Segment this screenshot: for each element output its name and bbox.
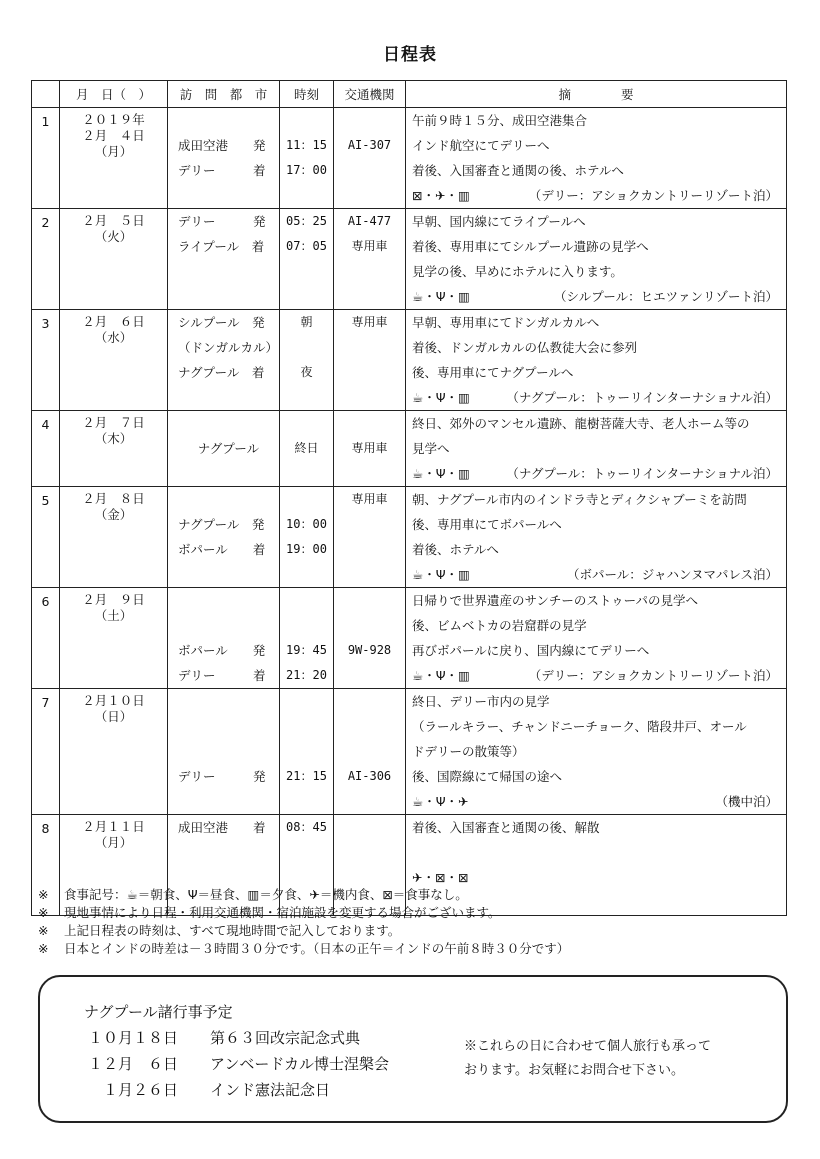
row-time bbox=[280, 209, 334, 310]
event-name: アンベードカル博士涅槃会 bbox=[210, 1055, 389, 1073]
cell-line bbox=[280, 714, 333, 739]
cell-line bbox=[280, 411, 333, 436]
cell-line bbox=[168, 840, 279, 865]
cell-line: AI-307 bbox=[347, 138, 392, 152]
date-line: ２月 ６日 bbox=[82, 314, 145, 329]
header-time: 時刻 bbox=[280, 81, 334, 108]
cell-line bbox=[280, 840, 333, 865]
cell-line: （ドンガルカル） bbox=[178, 340, 279, 355]
row-date bbox=[60, 209, 168, 310]
cell-line bbox=[168, 562, 279, 587]
cell-line bbox=[280, 183, 333, 208]
date-line: ２月 ５日 bbox=[82, 213, 145, 228]
meal-line bbox=[406, 461, 786, 486]
row-city bbox=[168, 689, 280, 815]
row-date bbox=[60, 108, 168, 209]
row-number: 1 bbox=[32, 108, 60, 209]
cell-line: 朝 bbox=[300, 315, 313, 329]
hotel: （ナグプール：トゥーリインターナショナル泊） bbox=[506, 466, 778, 481]
meal-icons: ⊠・✈・▥ bbox=[412, 188, 470, 203]
cell-line: 11：15 bbox=[286, 138, 327, 152]
cell-line: 成田空港 発 bbox=[178, 138, 266, 153]
cell-line bbox=[334, 562, 405, 587]
note-text: 上記日程表の時刻は、すべて現地時間で記入しております。 bbox=[64, 923, 401, 938]
cell-line bbox=[334, 789, 405, 814]
date-line: （月） bbox=[94, 835, 133, 850]
event-item bbox=[88, 1053, 389, 1074]
cell-line: 後、ビムベトカの岩窟群の見学 bbox=[412, 618, 587, 633]
cell-line: AI-477 bbox=[347, 214, 392, 228]
meal-icons: ✈・⊠・⊠ bbox=[412, 870, 469, 885]
event-name: インド憲法記念日 bbox=[210, 1081, 331, 1099]
cell-line bbox=[168, 411, 279, 436]
cell-line: 08：45 bbox=[286, 820, 327, 834]
cell-line bbox=[280, 335, 333, 360]
cell-line bbox=[280, 385, 333, 410]
date-line: ２月 ７日 bbox=[82, 415, 145, 430]
table-row bbox=[32, 108, 787, 209]
cell-line bbox=[168, 487, 279, 512]
cell-line: 見学の後、早めにホテルに入ります。 bbox=[412, 264, 623, 279]
cell-line bbox=[280, 461, 333, 486]
cell-line: 21：15 bbox=[286, 769, 327, 783]
row-summary bbox=[406, 411, 787, 487]
note-line bbox=[38, 922, 798, 940]
cell-line: シルプール 発 bbox=[178, 315, 265, 330]
cell-line bbox=[280, 689, 333, 714]
date-line: ２０１９年 bbox=[82, 112, 145, 127]
row-date bbox=[60, 411, 168, 487]
hotel: （シルプール：ヒエツァンリゾート泊） bbox=[554, 289, 778, 304]
row-number: 7 bbox=[32, 689, 60, 815]
cell-line: 19：00 bbox=[286, 542, 327, 556]
cell-line: 19：45 bbox=[286, 643, 327, 657]
cell-line: AI-306 bbox=[347, 769, 392, 783]
cell-line bbox=[280, 613, 333, 638]
cell-line bbox=[280, 739, 333, 764]
row-city bbox=[168, 209, 280, 310]
date-line: （月） bbox=[94, 144, 133, 159]
cell-line bbox=[168, 461, 279, 486]
row-transport bbox=[334, 108, 406, 209]
cell-line bbox=[334, 588, 405, 613]
cell-line: 成田空港 着 bbox=[178, 820, 266, 835]
table-row bbox=[32, 487, 787, 588]
meal-line bbox=[406, 789, 786, 814]
cell-line bbox=[334, 840, 405, 865]
note-text: 日本とインドの時差は－３時間３０分です。（日本の正午＝インドの午前８時３０分です） bbox=[64, 941, 570, 956]
cell-line: ドデリーの散策等） bbox=[412, 744, 525, 759]
cell-line: 後、専用車にてナグプールへ bbox=[412, 365, 574, 380]
date-line: ２月 ４日 bbox=[82, 128, 145, 143]
row-time bbox=[280, 689, 334, 815]
row-number: 8 bbox=[32, 815, 60, 916]
date-line: ２月 ８日 bbox=[82, 491, 145, 506]
hotel: （デリー：アショクカントリーリゾート泊） bbox=[528, 188, 778, 203]
cell-line bbox=[334, 284, 405, 309]
date-line: （火） bbox=[94, 229, 133, 244]
cell-line bbox=[334, 259, 405, 284]
table-row bbox=[32, 209, 787, 310]
cell-line: デリー 着 bbox=[178, 668, 266, 683]
cell-line: ナグプール 着 bbox=[178, 365, 265, 380]
cell-line: 10：00 bbox=[286, 517, 327, 531]
cell-line bbox=[168, 385, 279, 410]
cell-line: 05：25 bbox=[286, 214, 327, 228]
cell-line bbox=[334, 714, 405, 739]
date-line: ２月１１日 bbox=[82, 819, 145, 834]
cell-line: 午前９時１５分、成田空港集合 bbox=[412, 113, 588, 128]
row-transport bbox=[334, 310, 406, 411]
meal-line bbox=[406, 183, 786, 208]
cell-line: ライプール 着 bbox=[178, 239, 265, 254]
row-number: 3 bbox=[32, 310, 60, 411]
cell-line: 再びボパールに戻り、国内線にてデリーへ bbox=[412, 643, 650, 658]
cell-line bbox=[334, 411, 405, 436]
cell-line: 専用車 bbox=[351, 315, 388, 329]
cell-line: 終日、デリー市内の見学 bbox=[412, 694, 550, 709]
cell-line: ボパール 発 bbox=[178, 643, 266, 658]
event-item bbox=[88, 1027, 360, 1048]
cell-line bbox=[280, 588, 333, 613]
row-city bbox=[168, 108, 280, 209]
cell-line bbox=[334, 335, 405, 360]
date-line: （土） bbox=[94, 608, 133, 623]
hotel: （ボパール：ジャハンヌマパレス泊） bbox=[566, 567, 778, 582]
row-transport bbox=[334, 209, 406, 310]
row-number: 6 bbox=[32, 588, 60, 689]
cell-line bbox=[168, 588, 279, 613]
header-summary: 摘 要 bbox=[406, 81, 787, 108]
cell-line: 着後、入国審査と通関の後、解散 bbox=[412, 820, 600, 835]
row-transport bbox=[334, 411, 406, 487]
note-mark: ※ bbox=[38, 941, 49, 956]
row-summary bbox=[406, 689, 787, 815]
table-row bbox=[32, 689, 787, 815]
cell-line bbox=[334, 158, 405, 183]
meal-icons: ☕・Ψ・✈ bbox=[412, 794, 469, 809]
row-summary bbox=[406, 209, 787, 310]
row-summary bbox=[406, 108, 787, 209]
cell-line: デリー 発 bbox=[178, 214, 266, 229]
date-line: （水） bbox=[94, 330, 133, 345]
note-mark: ※ bbox=[38, 905, 49, 920]
cell-line bbox=[406, 840, 786, 865]
note-line bbox=[38, 940, 798, 958]
cell-line bbox=[334, 537, 405, 562]
meal-icons: ☕・Ψ・▥ bbox=[412, 289, 470, 304]
meal-icons: ☕・Ψ・▥ bbox=[412, 466, 470, 481]
events-box bbox=[38, 975, 788, 1123]
note-text: 食事記号：☕＝朝食、Ψ＝昼食、▥＝夕食、✈＝機内食、⊠＝食事なし。 bbox=[64, 887, 468, 902]
cell-line: 専用車 bbox=[351, 239, 388, 253]
table-row bbox=[32, 411, 787, 487]
cell-line bbox=[334, 613, 405, 638]
remark-line: おります。お気軽にお問合せ下さい。 bbox=[464, 1063, 684, 1078]
cell-line bbox=[168, 714, 279, 739]
date-line: ２月 ９日 bbox=[82, 592, 145, 607]
cell-line: 早朝、国内線にてライプールへ bbox=[412, 214, 586, 229]
header-city: 訪 問 都 市 bbox=[168, 81, 280, 108]
cell-line: 終日、郊外のマンセル遺跡、龍樹菩薩大寺、老人ホーム等の bbox=[412, 416, 750, 431]
row-city bbox=[168, 588, 280, 689]
row-summary bbox=[406, 487, 787, 588]
row-number: 5 bbox=[32, 487, 60, 588]
row-time bbox=[280, 108, 334, 209]
remark-line: ※これらの日に合わせて個人旅行も承って bbox=[464, 1039, 712, 1054]
cell-line: 9W-928 bbox=[347, 643, 392, 657]
cell-line: 専用車 bbox=[351, 492, 388, 506]
row-time bbox=[280, 588, 334, 689]
hotel: （デリー：アショクカントリーリゾート泊） bbox=[528, 668, 778, 683]
row-transport bbox=[334, 487, 406, 588]
cell-line bbox=[168, 739, 279, 764]
page-title: 日程表 bbox=[383, 45, 437, 65]
meal-icons: ☕・Ψ・▥ bbox=[412, 567, 470, 582]
cell-line bbox=[334, 663, 405, 688]
row-transport bbox=[334, 588, 406, 689]
cell-line: （ラールキラー、チャンドニーチョーク、階段井戸、オール bbox=[412, 719, 747, 734]
row-summary bbox=[406, 310, 787, 411]
cell-line: 見学へ bbox=[412, 441, 450, 456]
cell-line: 日帰りで世界遺産のサンチーのストゥーパの見学へ bbox=[412, 593, 698, 608]
cell-line bbox=[168, 789, 279, 814]
cell-line bbox=[280, 487, 333, 512]
cell-line bbox=[280, 284, 333, 309]
cell-line: 07：05 bbox=[286, 239, 327, 253]
schedule-table bbox=[31, 80, 787, 916]
header-date: 月 日（ ） bbox=[60, 81, 168, 108]
cell-line bbox=[334, 108, 405, 133]
events-heading: ナグプール諸行事予定 bbox=[84, 1003, 233, 1021]
event-date: １月２６日 bbox=[88, 1081, 179, 1099]
cell-line bbox=[280, 259, 333, 284]
note-text: 現地事情により日程・利用交通機関・宿泊施設を変更する場合がございます。 bbox=[64, 905, 501, 920]
meal-line bbox=[406, 284, 786, 309]
event-item bbox=[88, 1079, 330, 1100]
date-line: （日） bbox=[94, 709, 133, 724]
table-row bbox=[32, 588, 787, 689]
events-remark bbox=[464, 1035, 711, 1083]
table-header-row bbox=[32, 81, 787, 108]
row-city bbox=[168, 487, 280, 588]
row-summary bbox=[406, 588, 787, 689]
cell-line: ナグプール 発 bbox=[178, 517, 265, 532]
event-date: １０月１８日 bbox=[88, 1029, 179, 1047]
row-number: 4 bbox=[32, 411, 60, 487]
table-row bbox=[32, 310, 787, 411]
row-date bbox=[60, 310, 168, 411]
cell-line: 着後、ホテルへ bbox=[412, 542, 499, 557]
hotel: （機中泊） bbox=[715, 794, 778, 809]
row-city bbox=[168, 411, 280, 487]
row-transport bbox=[334, 689, 406, 815]
row-date bbox=[60, 689, 168, 815]
note-line bbox=[38, 904, 798, 922]
cell-line: 終日 bbox=[294, 441, 319, 455]
notes bbox=[38, 886, 798, 958]
note-mark: ※ bbox=[38, 887, 49, 902]
cell-line bbox=[334, 689, 405, 714]
cell-line bbox=[334, 360, 405, 385]
row-number: 2 bbox=[32, 209, 60, 310]
cell-line: 後、国際線にて帰国の途へ bbox=[412, 769, 563, 784]
cell-line bbox=[334, 512, 405, 537]
row-time bbox=[280, 487, 334, 588]
cell-line bbox=[334, 183, 405, 208]
date-line: ２月１０日 bbox=[82, 693, 145, 708]
cell-line: インド航空にてデリーへ bbox=[412, 138, 550, 153]
cell-line: デリー 着 bbox=[178, 163, 266, 178]
cell-line: 着後、入国審査と通関の後、ホテルへ bbox=[412, 163, 624, 178]
cell-line bbox=[168, 183, 279, 208]
cell-line bbox=[280, 789, 333, 814]
row-city bbox=[168, 310, 280, 411]
cell-line bbox=[168, 259, 279, 284]
cell-line: デリー 発 bbox=[178, 769, 266, 784]
row-date bbox=[60, 588, 168, 689]
cell-line bbox=[334, 385, 405, 410]
header-no bbox=[32, 81, 60, 108]
cell-line: 着後、ドンガルカルの仏教徒大会に参列 bbox=[412, 340, 638, 355]
event-name: 第６３回改宗記念式典 bbox=[210, 1029, 361, 1047]
cell-line bbox=[280, 108, 333, 133]
date-line: （木） bbox=[94, 431, 133, 446]
event-date: １２月 ６日 bbox=[88, 1055, 179, 1073]
meal-icons: ☕・Ψ・▥ bbox=[412, 668, 470, 683]
cell-line: 朝、ナグプール市内のインドラ寺とディクシャブーミを訪問 bbox=[412, 492, 747, 507]
cell-line: ボパール 着 bbox=[178, 542, 266, 557]
meal-line bbox=[406, 562, 786, 587]
cell-line: 早朝、専用車にてドンガルカルへ bbox=[412, 315, 600, 330]
cell-line bbox=[334, 739, 405, 764]
cell-line bbox=[280, 562, 333, 587]
meal-icons: ☕・Ψ・▥ bbox=[412, 390, 470, 405]
cell-line bbox=[334, 815, 405, 840]
cell-line bbox=[334, 461, 405, 486]
meal-line bbox=[406, 663, 786, 688]
cell-line bbox=[168, 284, 279, 309]
cell-line: 夜 bbox=[300, 365, 313, 379]
cell-line: 専用車 bbox=[351, 441, 388, 455]
row-time bbox=[280, 411, 334, 487]
header-transport: 交通機関 bbox=[334, 81, 406, 108]
cell-line: 後、専用車にてボパールへ bbox=[412, 517, 562, 532]
cell-line: 21：20 bbox=[286, 668, 327, 682]
cell-line: 着後、専用車にてシルプール遺跡の見学へ bbox=[412, 239, 649, 254]
cell-line: 17：00 bbox=[286, 163, 327, 177]
cell-line bbox=[168, 108, 279, 133]
note-line bbox=[38, 886, 798, 904]
meal-line bbox=[406, 385, 786, 410]
hotel: （ナグプール：トゥーリインターナショナル泊） bbox=[506, 390, 778, 405]
cell-line bbox=[168, 613, 279, 638]
note-mark: ※ bbox=[38, 923, 49, 938]
cell-line bbox=[168, 689, 279, 714]
row-time bbox=[280, 310, 334, 411]
date-line: （金） bbox=[94, 507, 133, 522]
cell-line: ナグプール bbox=[197, 441, 260, 456]
row-date bbox=[60, 487, 168, 588]
